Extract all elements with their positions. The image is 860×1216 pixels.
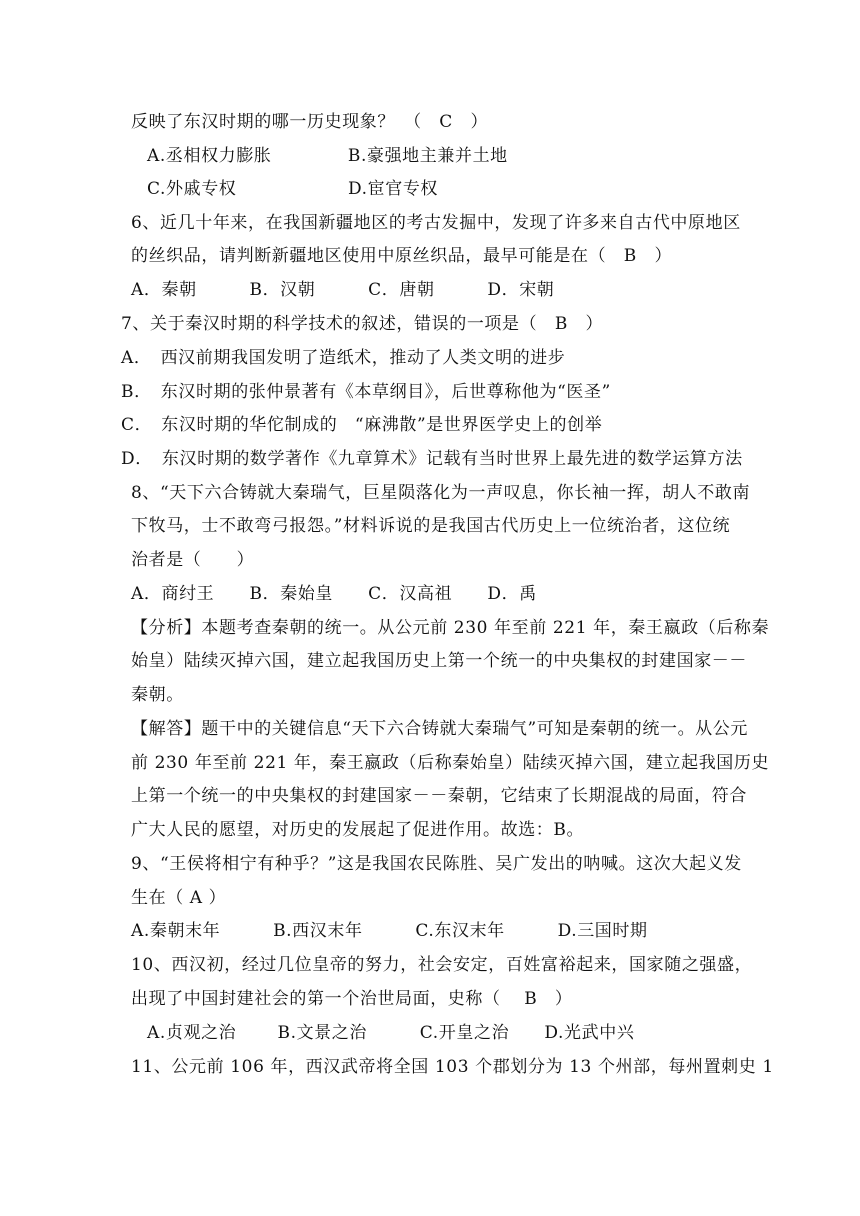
analysis-line3: 秦朝。 <box>131 685 184 705</box>
question-9-stem: 9、“王侯将相宁有种乎？”这是我国农民陈胜、吴广发出的呐喊。这次大起义发 <box>131 854 742 874</box>
solution-line4: 广大人民的愿望，对历史的发展起了促进作用。故选：B。 <box>131 820 585 840</box>
question-7-stem: 7、关于秦汉时期的科学技术的叙述，错误的一项是（ B ） <box>121 314 604 334</box>
question-11-stem: 11、公元前 106 年，西汉武帝将全国 103 个郡划分为 13 个州部，每州置刺史 1 <box>131 1057 774 1077</box>
question-6-stem-line2: 的丝织品，请判断新疆地区使用中原丝织品，最早可能是在（ B ） <box>131 246 673 266</box>
question-5-options-ab: A.丞相权力膨胀 B.豪强地主兼并土地 <box>147 146 508 166</box>
question-10-options: A.贞观之治 B.文景之治 C.开皇之治 D.光武中兴 <box>147 1023 635 1043</box>
question-8-stem-line2: 下牧马，士不敢弯弓报怨。”材料诉说的是我国古代历史上一位统治者，这位统 <box>131 516 731 536</box>
question-10-stem-line2: 出现了中国封建社会的第一个治世局面，史称（ B ） <box>131 989 573 1009</box>
question-6-stem: 6、近几十年来，在我国新疆地区的考古发掘中，发现了许多来自古代中原地区 <box>131 213 741 233</box>
question-7-option-a: A． 西汉前期我国发明了造纸术，推动了人类文明的进步 <box>121 348 566 368</box>
question-10-stem: 10、西汉初，经过几位皇帝的努力，社会安定，百姓富裕起来，国家随之强盛， <box>131 955 753 975</box>
question-5-options-cd: C.外戚专权 D.宦官专权 <box>147 179 439 199</box>
question-9-options: A.秦朝末年 B.西汉末年 C.东汉末年 D.三国时期 <box>131 921 648 941</box>
analysis-line2: 始皇）陆续灭掉六国，建立起我国历史上第一个统一的中央集权的封建国家－－ <box>131 651 747 671</box>
solution-line2: 前 230 年至前 221 年，秦王嬴政（后称秦始皇）陆续灭掉六国，建立起我国历史 <box>131 753 770 773</box>
question-5-stem-tail: 反映了东汉时期的哪一历史现象？ （ C ） <box>131 112 489 132</box>
question-9-stem-line2: 生在（ A ） <box>131 888 227 908</box>
question-7-option-c: C． 东汉时期的华佗制成的 “麻沸散”是世界医学史上的创举 <box>121 415 603 435</box>
analysis-paragraph: 【分析】本题考查秦朝的统一。从公元前 230 年至前 221 年，秦王嬴政（后称秦 <box>131 618 770 638</box>
question-6-options: A．秦朝 B．汉朝 C．唐朝 D．宋朝 <box>131 280 555 300</box>
question-7-option-d: D． 东汉时期的数学著作《九章算术》记载有当时世界上最先进的数学运算方法 <box>121 449 743 469</box>
question-8-stem: 8、“天下六合铸就大秦瑞气，巨星陨落化为一声叹息，你长袖一挥，胡人不敢南 <box>131 483 751 503</box>
solution-paragraph: 【解答】题干中的关键信息“天下六合铸就大秦瑞气”可知是秦朝的统一。从公元 <box>131 719 748 739</box>
question-8-options: A．商纣王 B．秦始皇 C．汉高祖 D．禹 <box>131 584 537 604</box>
solution-line3: 上第一个统一的中央集权的封建国家－－秦朝，它结束了长期混战的局面，符合 <box>131 786 747 806</box>
question-8-stem-line3: 治者是（ ） <box>131 550 255 570</box>
question-7-option-b: B． 东汉时期的张仲景著有《本草纲目》，后世尊称他为“医圣” <box>121 382 611 402</box>
